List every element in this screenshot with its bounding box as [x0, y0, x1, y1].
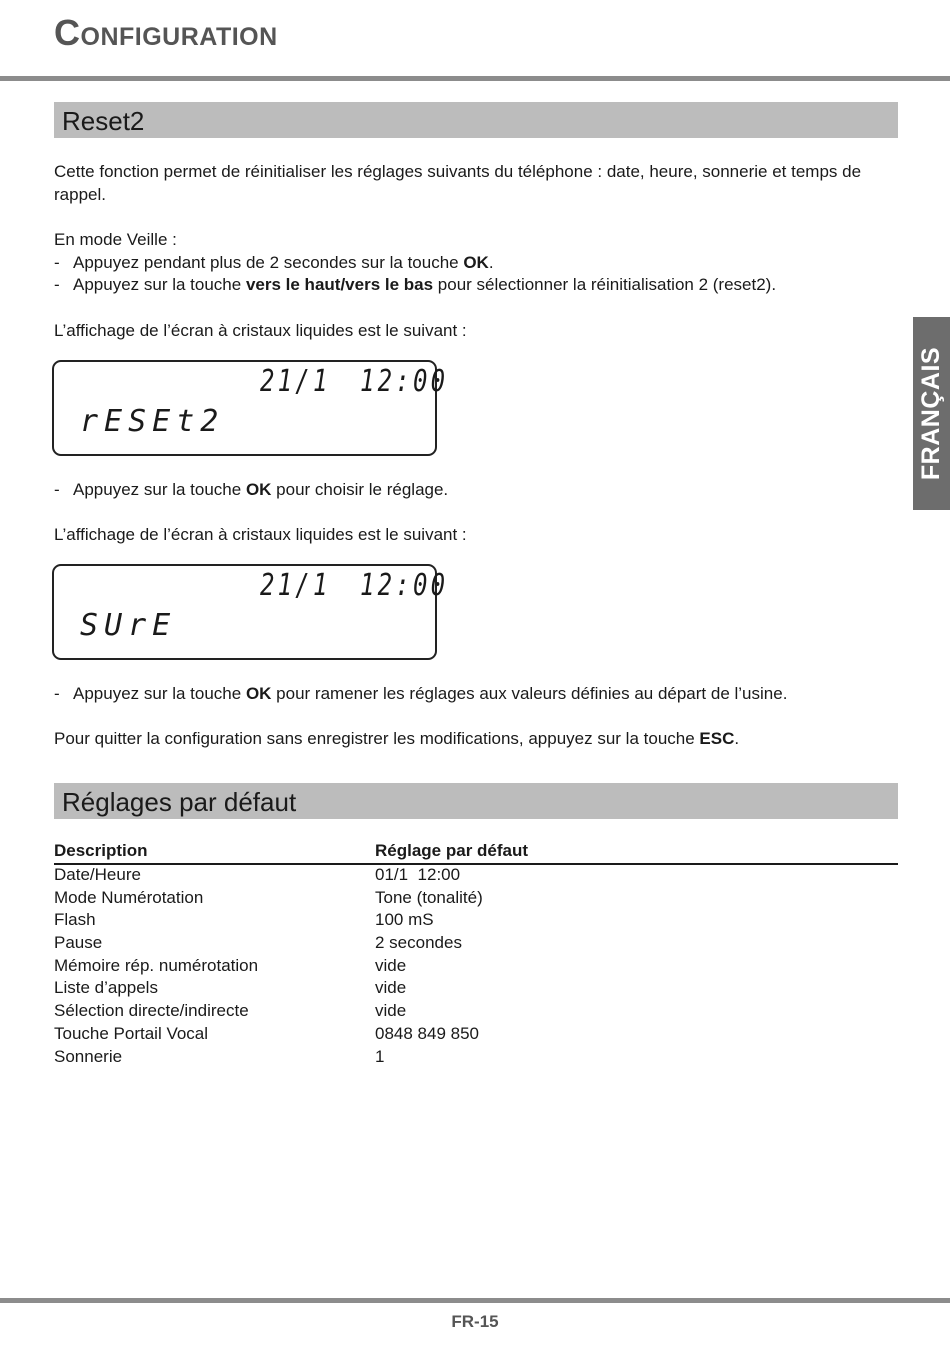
language-tab	[913, 317, 950, 510]
setting-default-value: 01/1 12:00	[375, 865, 461, 884]
quit-instruction: Pour quitter la configuration sans enregistrer les modifications, appuyez sur la touche ESC.	[54, 729, 740, 748]
setting-name: Sonnerie	[54, 1046, 123, 1066]
table-row	[54, 1000, 898, 1023]
setting-default-value: vide	[375, 1001, 407, 1021]
setting-name: Mémoire rép. numérotation	[54, 955, 259, 975]
footer-divider	[0, 1298, 950, 1303]
page-number: FR-15	[451, 1312, 499, 1331]
lcd-date: 21/1	[260, 568, 331, 603]
lcd-display-reset2	[52, 360, 449, 456]
setting-default-value: Tone (tonalité)	[375, 887, 483, 907]
lcd-intro-1: L’affichage de l’écran à cristaux liquides est le suivant :	[54, 321, 467, 340]
step-press-ok-choose: - Appuyez sur la touche OK pour choisir le réglage.	[54, 480, 449, 499]
table-row	[54, 887, 898, 910]
setting-name: Flash	[54, 910, 96, 930]
setting-default-value: vide	[375, 978, 407, 998]
language-tab-label: FRANÇAIS	[917, 346, 946, 481]
table-row	[54, 955, 898, 978]
key-ok: OK	[245, 684, 272, 703]
key-ok: OK	[245, 480, 272, 499]
key-ok: OK	[463, 253, 489, 272]
setting-default-value: 0848 849 850	[375, 1023, 479, 1043]
section-heading-reset2: Reset2	[54, 102, 898, 138]
column-header-description: Description	[54, 841, 148, 860]
setting-name: Liste d’appels	[54, 978, 158, 998]
table-row	[54, 909, 898, 932]
table-row	[54, 1046, 898, 1069]
table-row	[54, 977, 898, 1000]
setting-default-value: 2 secondes	[375, 933, 462, 953]
lcd-intro-2: L’affichage de l’écran à cristaux liquides est le suivant :	[54, 525, 467, 544]
step-hold-ok: - Appuyez pendant plus de 2 secondes sur la touche OK.	[54, 253, 494, 272]
setting-default-value: 1	[375, 1046, 385, 1066]
setting-name: Sélection directe/indirecte	[54, 1001, 249, 1021]
reset2-intro: Cette fonction permet de réinitialiser les réglages suivants du téléphone : date, heure, sonnerie et temps de rappel.	[54, 162, 862, 204]
lcd-date: 21/1	[260, 364, 331, 399]
lcd-message: rESEt2	[80, 404, 225, 439]
setting-name: Touche Portail Vocal	[54, 1023, 209, 1043]
lcd-message: SUrE	[80, 608, 177, 643]
table-row	[54, 864, 898, 887]
key-up-down: vers le haut/vers le bas	[245, 275, 434, 294]
step-select-reset2: - Appuyez sur la touche vers le haut/vers le bas pour sélectionner la réinitialisation 2 (reset2).	[54, 275, 777, 294]
setting-default-value: vide	[375, 955, 407, 975]
column-header-default: Réglage par défaut	[375, 841, 529, 860]
table-row	[54, 1023, 898, 1046]
table-row	[54, 932, 898, 955]
standby-label: En mode Veille :	[54, 230, 177, 249]
setting-name: Pause	[54, 933, 103, 953]
lcd-time: 12:00	[360, 568, 449, 603]
header-divider	[0, 76, 950, 81]
lcd-time: 12:00	[360, 364, 449, 399]
lcd-display-sure	[52, 564, 449, 660]
key-esc: ESC	[699, 729, 735, 748]
setting-default-value: 100 mS	[375, 910, 434, 930]
setting-name: Date/Heure	[54, 865, 141, 884]
step-press-ok-confirm: - Appuyez sur la touche OK pour ramener les réglages aux valeurs définies au départ de l’usine.	[54, 684, 788, 703]
page-title: Configuration	[54, 12, 278, 53]
setting-name: Mode Numérotation	[54, 887, 204, 907]
section-heading-defaults: Réglages par défaut	[54, 783, 898, 819]
defaults-table	[54, 864, 898, 1068]
defaults-table-header	[54, 841, 898, 865]
